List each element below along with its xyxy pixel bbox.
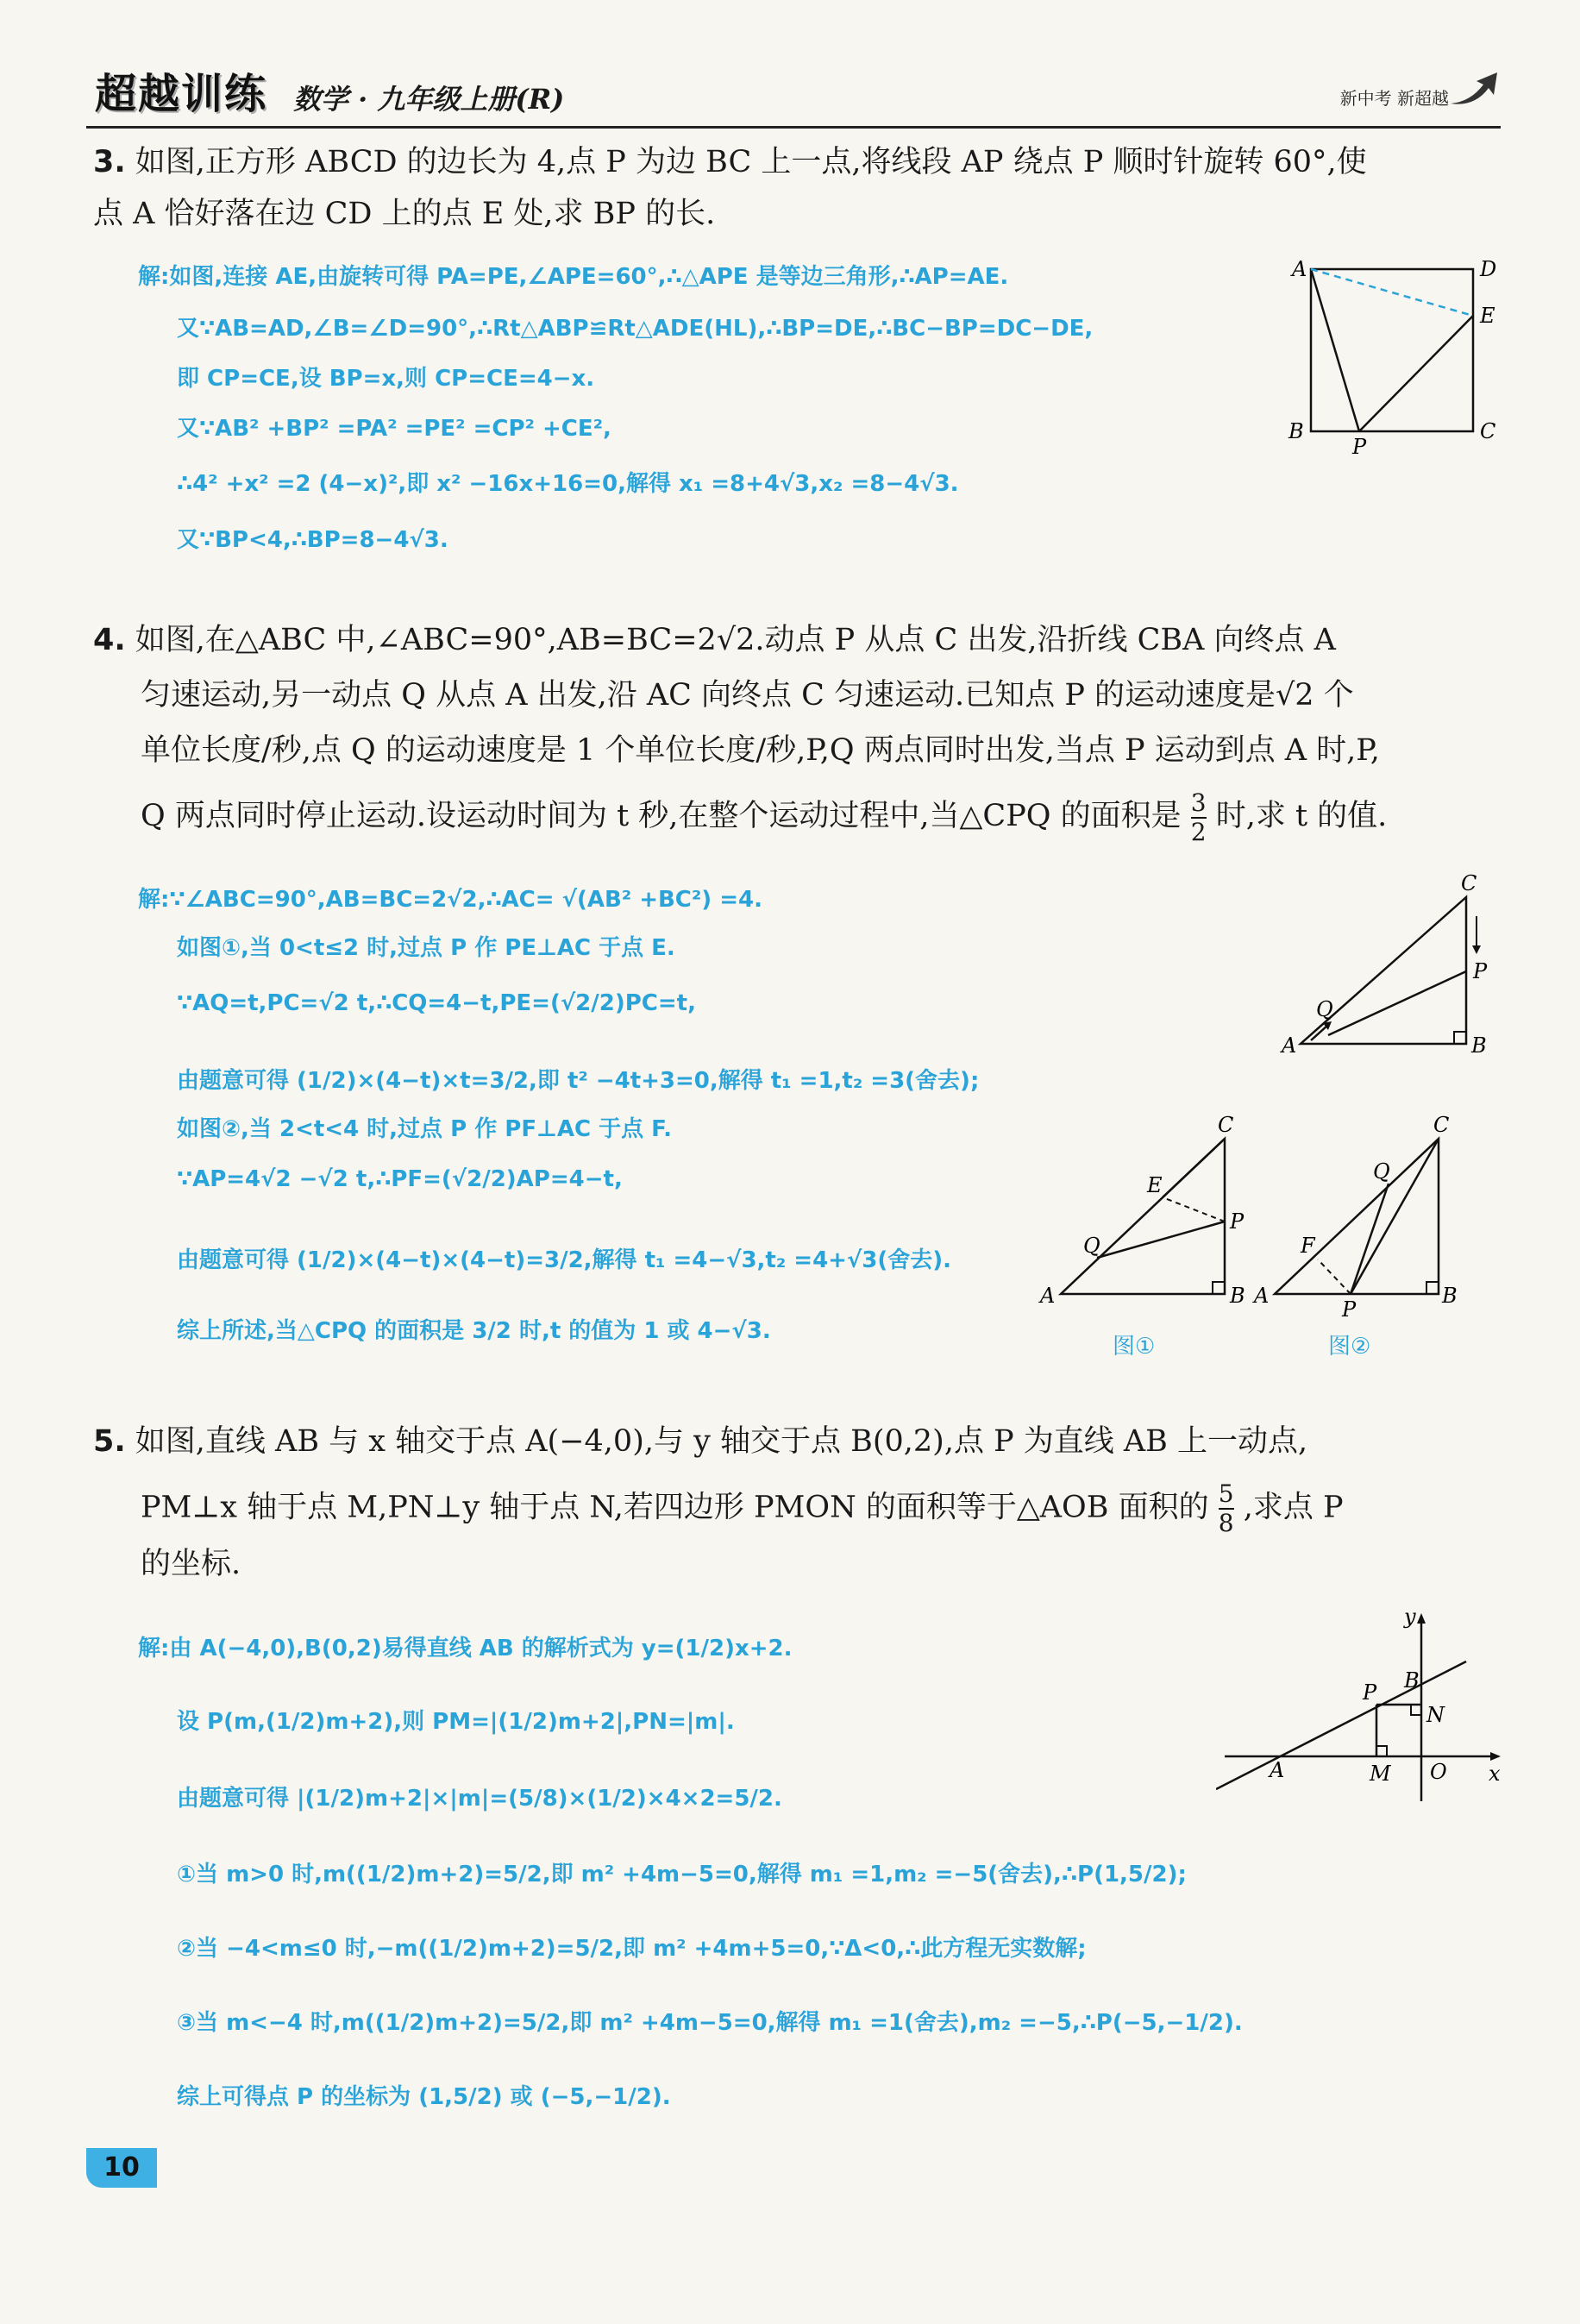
x-axis-arrow <box>1490 1752 1501 1761</box>
segment-ae-dashed <box>1311 269 1473 316</box>
figure-2 <box>1251 1113 1466 1320</box>
triangle-abc <box>1275 1139 1439 1294</box>
solution-line: 又∵AB=AD,∠B=∠D=90°,∴Rt△ABP≌Rt△ADE(HL),∴BP=DE,∴BC−BP=DC−DE, <box>177 316 1094 342</box>
solution-line: 如图①,当 0<t≤2 时,过点 P 作 PE⊥AC 于点 E. <box>177 935 675 961</box>
label-P: P <box>1363 1680 1377 1705</box>
label-A: A <box>1292 257 1307 281</box>
label-C: C <box>1480 419 1496 443</box>
question-text: 单位长度/秒,点 Q 的运动速度是 1 个单位长度/秒,P,Q 两点同时出发,当点 P 运动到点 A 时,P, <box>141 733 1380 768</box>
subject-title: 数学 · 九年级上册(R) <box>293 83 565 116</box>
label-y: y <box>1404 1605 1416 1629</box>
solution-line: 解:∵∠ABC=90°,AB=BC=2√2,∴AC= √(AB² +BC²) =4. <box>138 887 762 913</box>
label-A: A <box>1270 1758 1285 1782</box>
label-B: B <box>1404 1668 1420 1693</box>
solution-line: ③当 m<−4 时,m((1/2)m+2)=5/2,即 m² +4m−5=0,解得 m₁ =1(舍去),m₂ =−5,∴P(−5,−1/2). <box>177 2010 1243 2036</box>
question-3 <box>93 136 1508 240</box>
fraction <box>1219 1480 1234 1537</box>
brand-title: 超越训练 <box>95 70 268 118</box>
solution-line: 由题意可得 (1/2)×(4−t)×(4−t)=3/2,解得 t₁ =4−√3,t₂ =4+√3(舍去). <box>177 1247 952 1273</box>
label-P: P <box>1352 435 1367 457</box>
label-Q: Q <box>1316 997 1333 1021</box>
page-number: 10 <box>86 2148 157 2188</box>
header-divider <box>86 126 1501 129</box>
solution-line: 由题意可得 (1/2)×(4−t)×t=3/2,即 t² −4t+3=0,解得 t₁ =1,t₂ =3(舍去); <box>177 1068 980 1094</box>
solution-line: 如图②,当 2<t<4 时,过点 P 作 PF⊥AC 于点 F. <box>177 1116 672 1142</box>
question-text: PM⊥x 轴于点 M,PN⊥y 轴于点 N,若四边形 PMON 的面积等于△AOB 面积的 <box>141 1490 1209 1525</box>
solution-line: 即 CP=CE,设 BP=x,则 CP=CE=4−x. <box>177 366 595 392</box>
right-angle-mark <box>1426 1282 1439 1294</box>
right-angle-mark <box>1454 1032 1466 1044</box>
fraction-numerator: 3 <box>1190 788 1207 817</box>
question-text: 时,求 t 的值. <box>1215 799 1388 833</box>
fraction-denominator: 8 <box>1218 1509 1234 1537</box>
solution-line: 解:如图,连接 AE,由旋转可得 PA=PE,∠APE=60°,∴△APE 是等边三角形,∴AP=AE. <box>138 264 1009 290</box>
figure-triangle-main <box>1276 871 1501 1070</box>
label-B: B <box>1288 419 1304 443</box>
label-x: x <box>1489 1762 1501 1786</box>
solution-line: 又∵BP<4,∴BP=8−4√3. <box>177 527 448 553</box>
solution-line: ①当 m>0 时,m((1/2)m+2)=5/2,即 m² +4m−5=0,解得 m₁ =1,m₂ =−5(舍去),∴P(1,5/2); <box>177 1862 1187 1887</box>
page-header <box>86 69 1501 122</box>
fraction-denominator: 2 <box>1190 817 1207 846</box>
question-text: 的坐标. <box>141 1547 241 1581</box>
fraction <box>1191 789 1207 846</box>
figure-1-caption: 图① <box>1113 1334 1156 1360</box>
label-E: E <box>1147 1173 1163 1197</box>
question-text: 如图,正方形 ABCD 的边长为 4,点 P 为边 BC 上一点,将线段 AP 绕点 P 顺时针旋转 60°,使 <box>135 145 1367 179</box>
solution-line: 由题意可得 |(1/2)m+2|×|m|=(5/8)×(1/2)×4×2=5/2. <box>177 1786 782 1812</box>
solution-line: 综上可得点 P 的坐标为 (1,5/2) 或 (−5,−1/2). <box>177 2084 671 2110</box>
segment-pq <box>1097 1222 1225 1258</box>
solution-line: 设 P(m,(1/2)m+2),则 PM=|(1/2)m+2|,PN=|m|. <box>177 1709 735 1735</box>
right-angle-mark <box>1213 1282 1225 1294</box>
question-text: 点 A 恰好落在边 CD 上的点 E 处,求 BP 的长. <box>93 197 716 231</box>
figure-1 <box>1035 1113 1251 1320</box>
label-A: A <box>1282 1033 1297 1058</box>
question-text: 匀速运动,另一动点 Q 从点 A 出发,沿 AC 向终点 C 匀速运动.已知点 P 的运动速度是√2 个 <box>141 678 1354 713</box>
question-text: Q 两点同时停止运动.设运动时间为 t 秒,在整个运动过程中,当△CPQ 的面积是 <box>141 799 1182 833</box>
question-4 <box>93 612 1508 846</box>
question-text: 如图,在△ABC 中,∠ABC=90°,AB=BC=2√2.动点 P 从点 C 出发,沿折线 CBA 向终点 A <box>135 623 1336 657</box>
question-text: 如图,直线 AB 与 x 轴交于点 A(−4,0),与 y 轴交于点 B(0,2),点 P 为直线 AB 上一动点, <box>135 1424 1308 1459</box>
label-A: A <box>1254 1284 1270 1308</box>
label-P: P <box>1342 1297 1357 1320</box>
figure-square <box>1276 250 1501 457</box>
y-axis-arrow <box>1417 1613 1426 1624</box>
label-M: M <box>1370 1762 1391 1786</box>
label-D: D <box>1480 257 1497 281</box>
right-angle-mark-n <box>1411 1705 1421 1715</box>
label-Q: Q <box>1373 1159 1390 1184</box>
segment-pe-dashed <box>1163 1197 1225 1222</box>
fraction-numerator: 5 <box>1218 1479 1234 1508</box>
label-P: P <box>1230 1209 1245 1234</box>
question-number: 3. <box>93 145 126 179</box>
solution-line: 又∵AB² +BP² =PA² =PE² =CP² +CE², <box>177 416 611 442</box>
question-number: 5. <box>93 1424 126 1459</box>
question-text: ,求点 P <box>1243 1490 1344 1525</box>
label-B: B <box>1471 1033 1487 1058</box>
segment-pc <box>1351 1139 1439 1294</box>
label-N: N <box>1426 1703 1445 1727</box>
label-Q: Q <box>1083 1234 1100 1258</box>
solution-line: ∴4² +x² =2 (4−x)²,即 x² −16x+16=0,解得 x₁ =8+4√3,x₂ =8−4√3. <box>177 471 959 497</box>
question-text-line4 <box>93 788 1508 846</box>
label-O: O <box>1430 1760 1447 1784</box>
figure-coordinate <box>1216 1605 1509 1812</box>
label-F: F <box>1301 1234 1315 1258</box>
label-C: C <box>1218 1113 1234 1137</box>
label-P: P <box>1473 959 1488 983</box>
segment-ec <box>1163 1139 1225 1197</box>
label-B: B <box>1442 1284 1458 1308</box>
label-B: B <box>1230 1284 1245 1308</box>
solution-line: ∵AP=4√2 −√2 t,∴PF=(√2/2)AP=4−t, <box>177 1166 623 1192</box>
swoosh-arrow-icon <box>1449 69 1501 112</box>
solution-line: ②当 −4<m≤0 时,−m((1/2)m+2)=5/2,即 m² +4m+5=0,∵Δ<0,∴此方程无实数解; <box>177 1936 1087 1962</box>
question-5 <box>93 1415 1508 1591</box>
right-angle-mark-m <box>1376 1746 1387 1756</box>
question-number: 4. <box>93 623 126 657</box>
segment-ap <box>1311 269 1359 431</box>
arrowhead <box>1472 945 1481 954</box>
solution-line: ∵AQ=t,PC=√2 t,∴CQ=4−t,PE=(√2/2)PC=t, <box>177 990 696 1016</box>
label-E: E <box>1480 304 1495 328</box>
solution-line: 综上所述,当△CPQ 的面积是 3/2 时,t 的值为 1 或 4−√3. <box>177 1318 771 1344</box>
label-C: C <box>1461 871 1477 895</box>
segment-pq <box>1328 971 1466 1035</box>
series-tagline: 新中考 新超越 <box>1339 88 1449 109</box>
label-C: C <box>1433 1113 1450 1137</box>
label-A: A <box>1040 1284 1056 1308</box>
question-text-line2 <box>93 1480 1508 1537</box>
figure-2-caption: 图② <box>1328 1334 1371 1360</box>
segment-pe <box>1359 316 1473 431</box>
segment-pf-dashed <box>1318 1259 1351 1294</box>
solution-line: 解:由 A(−4,0),B(0,2)易得直线 AB 的解析式为 y=(1/2)x+2. <box>138 1636 793 1661</box>
triangle-abc <box>1301 897 1466 1044</box>
